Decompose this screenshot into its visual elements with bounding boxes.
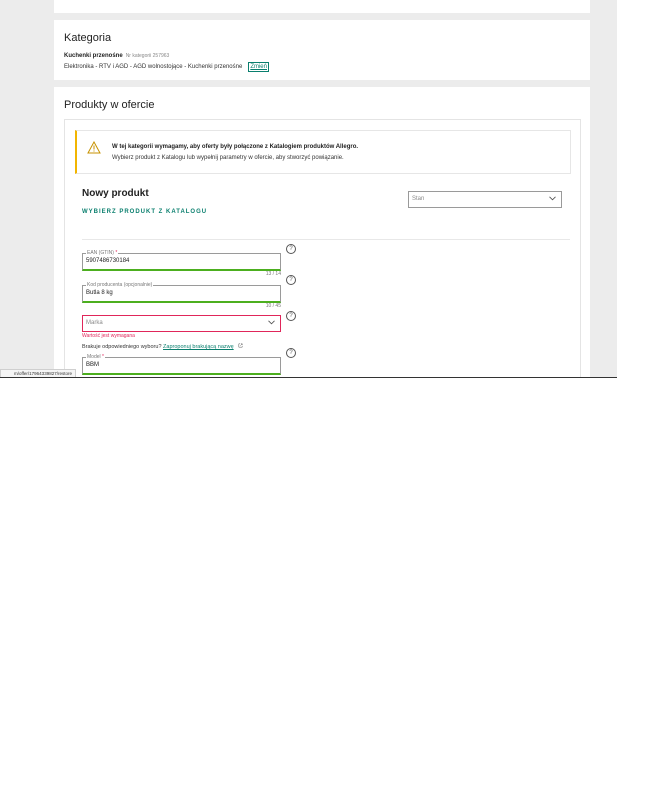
brand-error-message: Wartość jest wymagana [82, 333, 135, 339]
previous-section-card [54, 0, 590, 13]
choose-from-catalog-link[interactable]: WYBIERZ PRODUKT Z KATALOGU [82, 209, 208, 215]
manufacturer-code-char-counter: 10 / 45 [265, 303, 281, 309]
category-number: Nr kategorii 257963 [125, 53, 170, 59]
model-value: BBM [86, 362, 100, 368]
ean-label: EAN (GTIN) * [87, 250, 118, 256]
products-title: Produkty w ofercie [64, 99, 155, 111]
brand-placeholder: Marka [86, 320, 103, 326]
catalog-warning-alert [75, 130, 571, 174]
alert-text: Wybierz produkt z Katalogu lub wypełnij parametry w ofercie, aby stworzyć powiązanie. [112, 155, 344, 161]
brand-select[interactable] [82, 315, 281, 332]
brand-help-icon[interactable]: ? [286, 311, 296, 321]
section-divider [82, 239, 570, 240]
ean-help-icon[interactable]: ? [286, 244, 296, 254]
chevron-down-icon [549, 196, 556, 201]
model-label: Model * [87, 354, 104, 360]
missing-brand-line [82, 343, 243, 350]
warning-icon [87, 141, 101, 154]
suggest-brand-link[interactable]: Zaproponuj brakującą nazwę [163, 344, 234, 350]
model-field[interactable] [82, 354, 281, 375]
model-help-icon[interactable]: ? [286, 348, 296, 358]
ean-field[interactable] [82, 250, 281, 271]
condition-select[interactable] [408, 191, 562, 208]
category-name-line [64, 53, 169, 59]
status-bar-url: m/offer/17964339827/restore [0, 369, 76, 378]
ean-value: 5907486730184 [86, 258, 130, 264]
category-card [54, 20, 590, 80]
new-product-title: Nowy produkt [82, 188, 149, 199]
products-card [54, 87, 590, 378]
condition-select-placeholder: Stan [412, 196, 425, 202]
category-path-line [64, 62, 269, 72]
category-name: Kuchenki przenośne [64, 53, 123, 59]
ean-char-counter: 13 / 14 [265, 271, 281, 277]
manufacturer-code-field[interactable] [82, 282, 281, 303]
external-link-icon [238, 343, 243, 348]
category-title: Kategoria [64, 32, 112, 44]
category-path: Elektronika - RTV i AGD - AGD wolnostojące - Kuchenki przenośne [64, 64, 243, 70]
chevron-down-icon [268, 320, 275, 325]
manufacturer-code-value: Butla 8 kg [86, 290, 113, 296]
alert-title: W tej kategorii wymagamy, aby oferty były połączone z Katalogiem produktów Allegro. [112, 144, 359, 150]
missing-brand-text: Brakuje odpowiedniego wyboru? [82, 344, 162, 350]
manufacturer-code-label: Kod producenta (opcjonalnie) [87, 282, 153, 288]
change-category-button[interactable]: Zmień [250, 64, 267, 70]
product-inner-card [64, 119, 581, 378]
page-viewport [0, 0, 617, 378]
manufacturer-code-help-icon[interactable]: ? [286, 275, 296, 285]
